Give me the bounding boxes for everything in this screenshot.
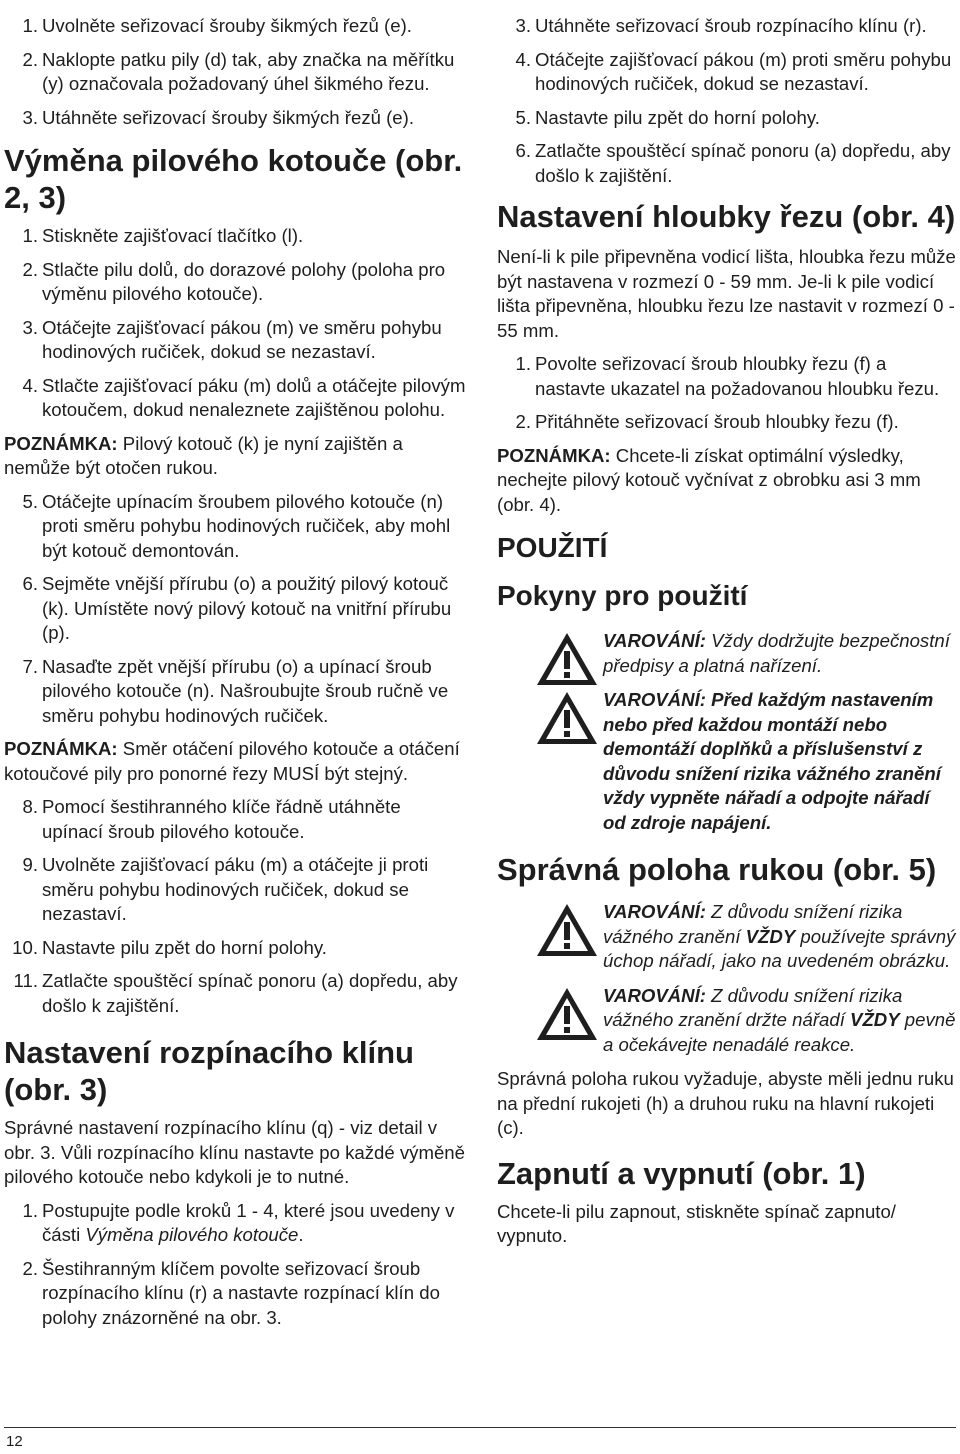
- list-item: [497, 48, 957, 97]
- step-number: 1.: [22, 1199, 38, 1221]
- step-number: 5.: [515, 106, 531, 128]
- step-number: 4.: [22, 374, 38, 396]
- list-item: [497, 352, 957, 401]
- step-number: 1.: [22, 225, 38, 246]
- step-text: Uvolněte seřizovací šrouby šikmých řezů (e).: [42, 15, 412, 36]
- list-item: [4, 853, 466, 927]
- footer-divider: [4, 1427, 956, 1428]
- step-text: Naklopte patku pily (d) tak, aby značka na měřítku (y) označovala požadovaný úhel šikmého řezu.: [42, 48, 455, 94]
- warning-text-end: používejte správný úchop nářadí, jako na uvedeném obrázku.: [603, 925, 956, 971]
- step-text: Utáhněte seřizovací šrouby šikmých řezů (e).: [42, 106, 415, 128]
- body-paragraph: Správné nastavení rozpínacího klínu (q) - viz detail v obr. 3. Vůli rozpínacího klínu nastavte po každé výměně pilového kotouče nebo kdykoli je to nutné.: [4, 1117, 465, 1187]
- warning-triangle-icon: [535, 690, 599, 746]
- step-number: 9.: [22, 854, 38, 875]
- warning-text: Vždy dodržujte bezpečnostní předpisy a platná nařízení.: [603, 630, 950, 676]
- section-heading-use: POUŽITÍ: [497, 532, 608, 563]
- note-label: POZNÁMKA:: [497, 444, 611, 466]
- list-item: [497, 106, 957, 131]
- step-text: Otáčejte zajišťovací pákou (m) ve směru pohybu hodinových ručiček, dokud se nezastaví.: [42, 316, 442, 362]
- step-text: Zatlačte spouštěcí spínač ponoru (a) dopředu, aby došlo k zajištění.: [42, 970, 458, 1016]
- list-item: [4, 106, 466, 131]
- step-number: 6.: [22, 573, 38, 594]
- warning-label: VAROVÁNÍ:: [603, 901, 706, 922]
- note-paragraph: [4, 432, 466, 481]
- section-heading-instructions: Pokyny pro použití: [497, 580, 748, 611]
- step-text: Přitáhněte seřizovací šroub hloubky řezu (f).: [535, 411, 899, 432]
- warning-label: VAROVÁNÍ:: [603, 984, 706, 1006]
- list-item: [4, 1257, 466, 1331]
- warning-emphasis: VŽDY: [745, 925, 796, 947]
- step-number: 3.: [22, 316, 38, 338]
- step-text: Stiskněte zajišťovací tlačítko (l).: [42, 225, 304, 246]
- body-paragraph: Není-li k pile připevněna vodicí lišta, hloubka řezu může být nastavena v rozmezí 0 - 59 mm. Je-li k pile vodicí lišta připevněna, hloubku řezu lze nastavit v rozmezí 0 - 55 mm.: [497, 246, 956, 341]
- list-item: [4, 795, 466, 844]
- step-number: 1.: [515, 353, 531, 374]
- step-text: Stlačte zajišťovací páku (m) dolů a otáčejte pilovým kotoučem, dokud nenaleznete zajištěnou polohu.: [42, 374, 466, 420]
- warning-triangle-icon: [535, 902, 599, 958]
- right-column: [497, 14, 957, 1258]
- warning-triangle-icon: [535, 986, 599, 1042]
- step-text: Postupujte podle kroků 1 - 4, které jsou uvedeny v části: [42, 1199, 455, 1245]
- list-item: [497, 139, 957, 188]
- warning-text-end: pevně a očekávejte nenadálé reakce.: [603, 1009, 956, 1055]
- note-text: Směr otáčení pilového kotouče a otáčení kotoučové pily pro ponorné řezy MUSÍ být stejný.: [4, 738, 460, 784]
- warning-block: [497, 984, 957, 1058]
- step-number: 7.: [22, 655, 38, 677]
- step-number: 2.: [22, 1257, 38, 1279]
- step-number: 2.: [22, 258, 38, 280]
- list-item: [497, 14, 957, 39]
- step-text: Nastavte pilu zpět do horní polohy.: [42, 936, 327, 958]
- section-heading-switch: Zapnutí a vypnutí (obr. 1): [497, 1155, 866, 1191]
- step-number: 6.: [515, 140, 531, 161]
- warning-triangle-icon: [535, 631, 599, 687]
- list-item: [497, 410, 957, 435]
- list-item: [4, 316, 466, 365]
- step-text: Povolte seřizovací šroub hloubky řezu (f) a nastavte ukazatel na požadovanou hloubku řezu.: [535, 353, 940, 399]
- list-item: [4, 936, 466, 961]
- step-number: 2.: [515, 411, 531, 432]
- section-heading-blade-change: Výměna pilového kotouče (obr. 2, 3): [4, 143, 463, 215]
- step-text: Uvolněte zajišťovací páku (m) a otáčejte ji proti směru pohybu hodinových ručiček, dokud se nezastaví.: [42, 854, 429, 924]
- warning-block: [497, 688, 957, 835]
- warning-text: Z důvodu snížení rizika vážného zranění držte nářadí: [603, 984, 903, 1030]
- step-number: 3.: [22, 106, 38, 128]
- section-heading-riving-knife: Nastavení rozpínacího klínu (obr. 3): [4, 1035, 414, 1107]
- list-item: [4, 14, 466, 39]
- step-text: Šestihranným klíčem povolte seřizovací šroub rozpínacího klínu (r) a nastavte rozpínací klín do polohy znázorněné na obr. 3.: [42, 1257, 440, 1328]
- step-text: Sejměte vnější přírubu (o) a použitý pilový kotouč (k). Umístěte nový pilový kotouč na vnitřní přírubu (p).: [42, 573, 452, 643]
- note-label: POZNÁMKA:: [4, 432, 118, 454]
- step-text: Otáčejte zajišťovací pákou (m) proti směru pohybu hodinových ručiček, dokud se nezastaví.: [535, 48, 952, 94]
- warning-block: [497, 900, 957, 974]
- warning-label: VAROVÁNÍ:: [603, 689, 706, 710]
- step-number: 5.: [22, 490, 38, 512]
- warning-label: VAROVÁNÍ:: [603, 630, 706, 651]
- list-item: [4, 48, 466, 97]
- step-text: Nasaďte zpět vnější přírubu (o) a upínací šroub pilového kotouče (n). Našroubujte šroub ručně ve směru pohybu hodinových ručiček.: [42, 655, 449, 726]
- warning-text: Z důvodu snížení rizika vážného zranění: [603, 901, 903, 947]
- left-column: [4, 14, 466, 1339]
- step-number: 2.: [22, 48, 38, 70]
- note-paragraph: [4, 737, 466, 786]
- step-number: 3.: [515, 15, 531, 36]
- step-text: Utáhněte seřizovací šroub rozpínacího klínu (r).: [535, 15, 927, 36]
- note-label: POZNÁMKA:: [4, 738, 118, 759]
- step-number: 8.: [22, 796, 38, 817]
- step-text-reference: Výměna pilového kotouče: [85, 1224, 299, 1245]
- step-text-end: .: [298, 1224, 304, 1245]
- list-item: [4, 374, 466, 423]
- step-number: 1.: [22, 15, 38, 36]
- step-text: Stlačte pilu dolů, do dorazové polohy (poloha pro výměnu pilového kotouče).: [42, 258, 446, 304]
- warning-text: Před každým nastavením nebo před každou montáží nebo demontáží doplňků a příslušenství z důvodu snížení rizika vážného zranění vždy vypněte nářadí a odpojte nářadí od zdroje napájení.: [603, 689, 941, 833]
- warning-block: [497, 629, 957, 678]
- warning-emphasis: VŽDY: [850, 1009, 900, 1030]
- body-paragraph: Správná poloha rukou vyžaduje, abyste měli jednu ruku na přední rukojeti (h) a druhou ruku na hlavní rukojeti (c).: [497, 1068, 954, 1138]
- list-item: [4, 969, 466, 1018]
- step-number: 4.: [515, 48, 531, 70]
- note-paragraph: [497, 444, 957, 518]
- step-number: 10.: [12, 936, 38, 958]
- list-item: [4, 224, 466, 249]
- list-item: [4, 655, 466, 729]
- step-number: 11.: [13, 970, 38, 991]
- page-number: 12: [6, 1433, 23, 1450]
- step-text: Otáčejte upínacím šroubem pilového kotouče (n) proti směru pohybu hodinových ručiček, aby mohl být kotouč demontován.: [42, 490, 451, 561]
- step-text: Nastavte pilu zpět do horní polohy.: [535, 106, 820, 128]
- list-item: [4, 490, 466, 564]
- list-item: [4, 1199, 466, 1248]
- note-text: Pilový kotouč (k) je nyní zajištěn a nemůže být otočen rukou.: [4, 432, 403, 478]
- section-heading-hand-position: Správná poloha rukou (obr. 5): [497, 852, 937, 887]
- step-text: Pomocí šestihranného klíče řádně utáhněte upínací šroub pilového kotouče.: [42, 796, 401, 842]
- step-text: Zatlačte spouštěcí spínač ponoru (a) dopředu, aby došlo k zajištění.: [535, 140, 951, 186]
- note-text: Chcete-li získat optimální výsledky, nechejte pilový kotouč vyčnívat z obrobku asi 3 mm (obr. 4).: [497, 444, 921, 515]
- list-item: [4, 258, 466, 307]
- section-heading-cut-depth: Nastavení hloubky řezu (obr. 4): [497, 199, 956, 234]
- list-item: [4, 572, 466, 646]
- body-paragraph: Chcete-li pilu zapnout, stiskněte spínač zapnuto/ vypnuto.: [497, 1200, 896, 1246]
